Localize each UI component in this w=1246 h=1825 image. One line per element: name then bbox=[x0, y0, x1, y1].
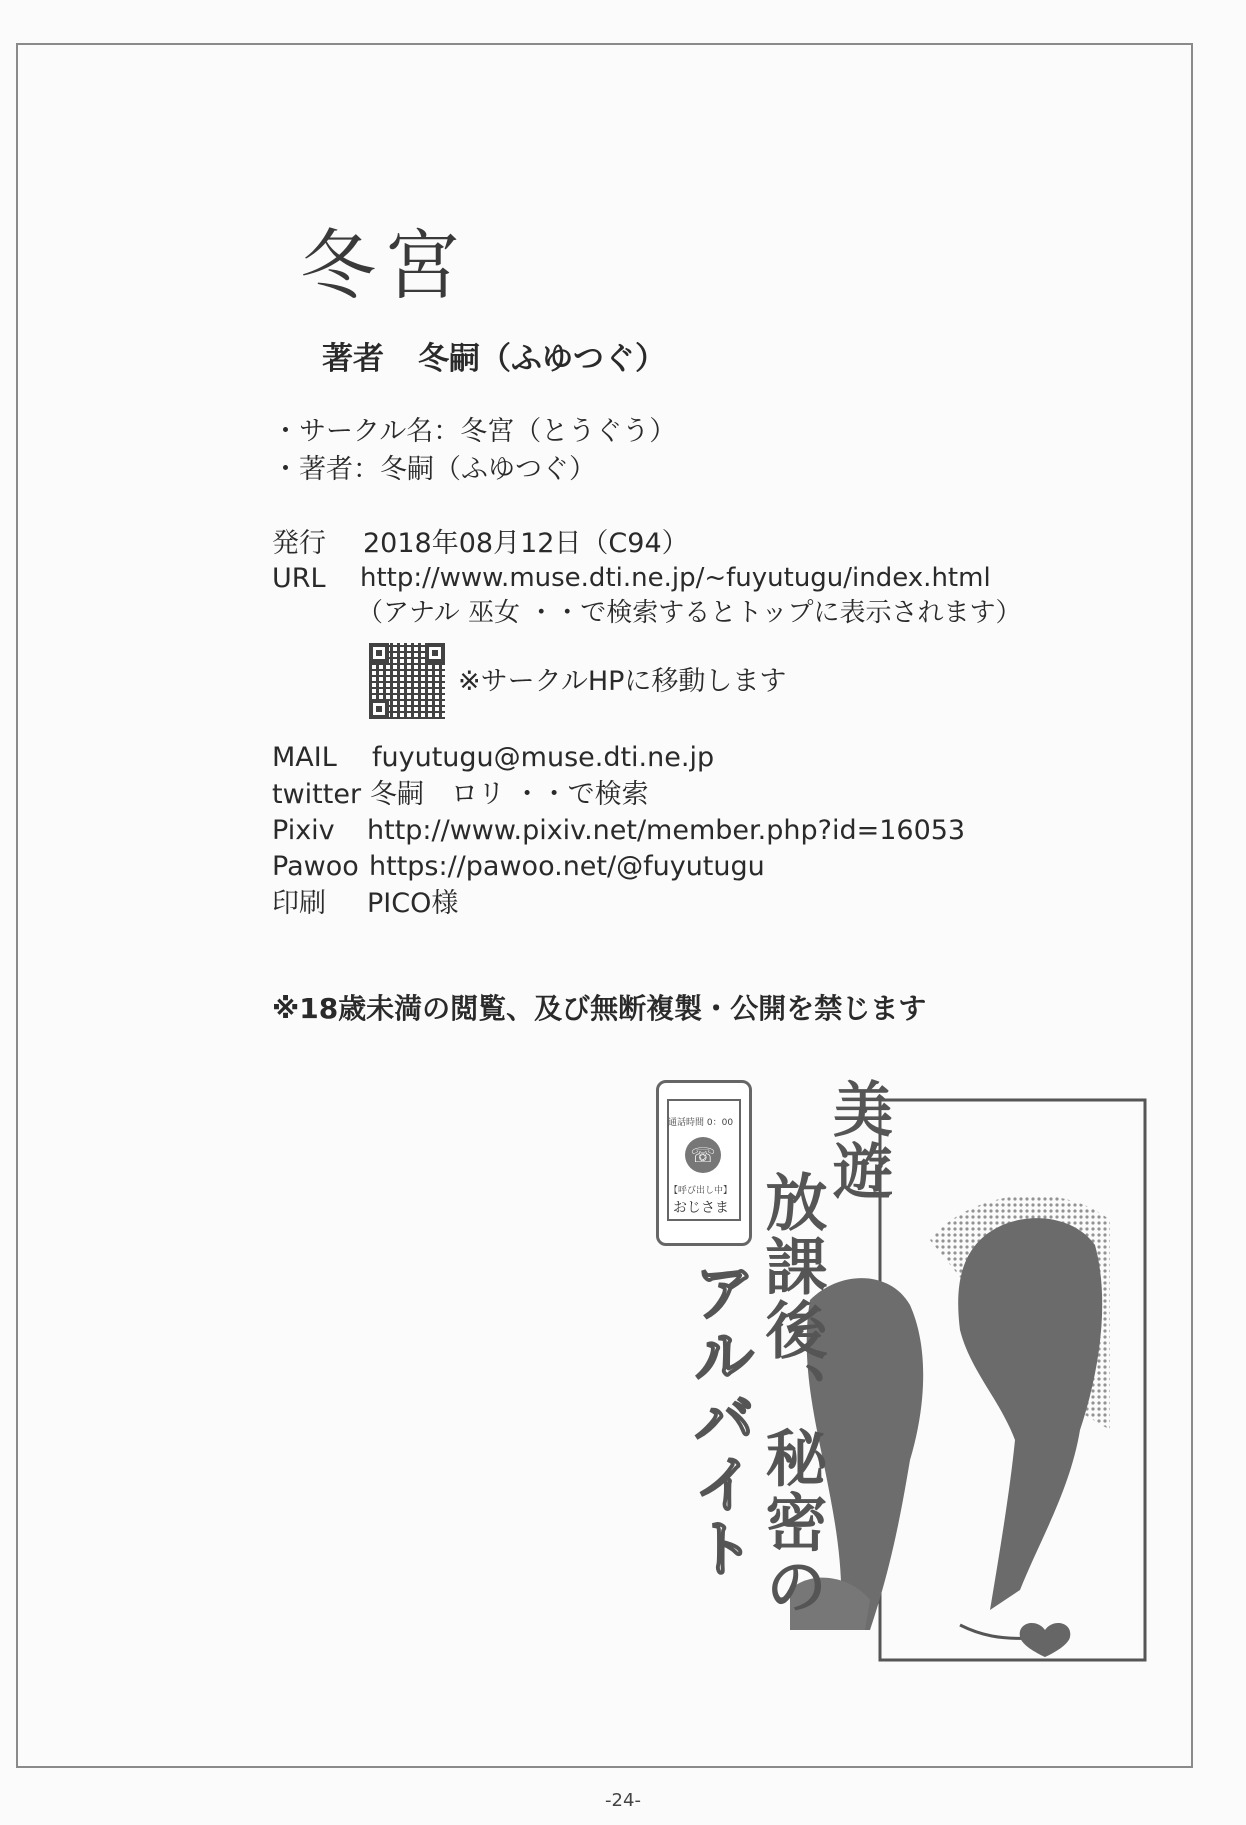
author-label: 著者 bbox=[322, 341, 384, 377]
phone-calling-status: 【呼び出し中】 bbox=[669, 1186, 733, 1196]
phone-call-timer: 通話時間 0：00 bbox=[668, 1118, 734, 1128]
twitter-value: 冬嗣 ロリ ・・で検索 bbox=[370, 779, 649, 810]
phone-call-icon: ☏ bbox=[685, 1137, 721, 1173]
pawoo-link[interactable]: https://pawoo.net/@fuyutugu bbox=[369, 851, 765, 882]
standing-figure-silhouette bbox=[958, 1218, 1102, 1610]
phone-illustration bbox=[656, 1080, 752, 1246]
phone-caller-name: おじさま bbox=[673, 1200, 729, 1216]
print-value: PICO様 bbox=[367, 888, 459, 919]
issued-value: 2018年08月12日（C94） bbox=[363, 528, 689, 559]
twitter-label: twitter bbox=[272, 779, 362, 810]
heart-icon bbox=[1020, 1623, 1071, 1657]
circle-author-line: ・著者：冬嗣（ふゆつぐ） bbox=[272, 454, 596, 485]
mail-label: MAIL bbox=[272, 742, 337, 773]
cover-title-main: 放課後、秘密の bbox=[755, 1170, 828, 1618]
age-warning: ※18歳未満の閲覧、及び無断複製・公開を禁じます bbox=[272, 992, 927, 1025]
qr-note: ※サークルHPに移動します bbox=[458, 666, 787, 697]
pixiv-link[interactable]: http://www.pixiv.net/member.php?id=16053 bbox=[367, 815, 966, 846]
pixiv-label: Pixiv bbox=[272, 815, 335, 846]
issued-label: 発行 bbox=[272, 528, 326, 559]
print-label: 印刷 bbox=[272, 888, 326, 919]
cover-title-heroine: 美遊 bbox=[823, 1078, 893, 1202]
page-number: -24- bbox=[605, 1790, 641, 1811]
mail-link[interactable]: fuyutugu@muse.dti.ne.jp bbox=[372, 742, 715, 773]
cover-artwork bbox=[640, 1070, 1160, 1690]
circle-logo: 冬宮 bbox=[300, 221, 468, 310]
url-link[interactable]: http://www.muse.dti.ne.jp/~fuyutugu/index.html bbox=[360, 563, 991, 593]
circle-name-line: ・サークル名：冬宮（とうぐう） bbox=[272, 416, 677, 447]
url-search-note: （アナル 巫女 ・・で検索するとトップに表示されます） bbox=[357, 598, 1022, 628]
author-name: 冬嗣（ふゆつぐ） bbox=[418, 341, 666, 377]
pawoo-label: Pawoo bbox=[272, 851, 359, 882]
qr-code bbox=[369, 643, 445, 719]
author-heading bbox=[322, 341, 666, 377]
url-label: URL bbox=[272, 563, 326, 594]
cover-title-sub: アルバイト bbox=[683, 1260, 756, 1580]
